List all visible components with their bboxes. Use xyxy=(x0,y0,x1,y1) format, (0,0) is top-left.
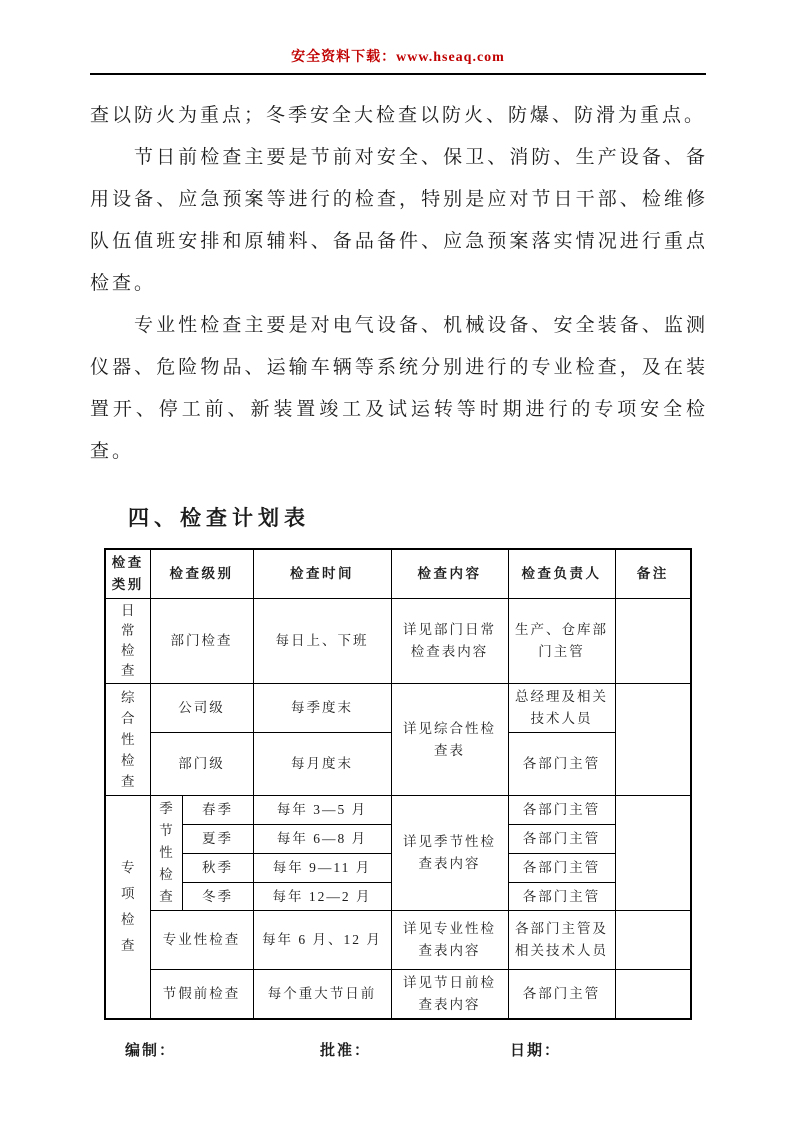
cell-company-level: 公司级 xyxy=(150,684,253,733)
cell-department-owner: 各部门主管 xyxy=(508,733,615,796)
cell-winter-time: 每年 12—2 月 xyxy=(253,883,391,911)
approved-by-label: 批准： xyxy=(320,1043,372,1059)
cell-pre-holiday-owner: 各部门主管 xyxy=(508,970,615,1020)
cell-autumn-time: 每年 9—11 月 xyxy=(253,854,391,883)
column-header-category: 检查类别 xyxy=(105,549,150,599)
cell-professional-level: 专业性检查 xyxy=(150,911,253,970)
column-header-time: 检查时间 xyxy=(253,549,391,599)
cell-pre-holiday-content: 详见节日前检查表内容 xyxy=(391,970,508,1020)
cell-daily-level: 部门检查 xyxy=(150,599,253,684)
cell-professional-note xyxy=(615,911,691,970)
cell-professional-time: 每年 6 月、12 月 xyxy=(253,911,391,970)
cell-pre-holiday-note xyxy=(615,970,691,1020)
table-row-professional xyxy=(105,911,691,970)
cell-pre-holiday-time: 每个重大节日前 xyxy=(253,970,391,1020)
cell-comprehensive-content: 详见综合性检查表 xyxy=(391,684,508,796)
cell-winter-owner: 各部门主管 xyxy=(508,883,615,911)
cell-daily-time: 每日上、下班 xyxy=(253,599,391,684)
column-header-owner: 检查负责人 xyxy=(508,549,615,599)
page-header xyxy=(90,0,706,68)
cell-summer-owner: 各部门主管 xyxy=(508,825,615,854)
cell-comprehensive-category xyxy=(105,684,150,796)
cell-special-category xyxy=(105,796,150,1020)
table-row-pre-holiday xyxy=(105,970,691,1020)
cell-spring-time: 每年 3—5 月 xyxy=(253,796,391,825)
column-header-note: 备注 xyxy=(615,549,691,599)
section-title: 四、检查计划表 xyxy=(128,506,310,530)
column-header-level: 检查级别 xyxy=(150,549,253,599)
daily-category-vertical-text: 日常检查 xyxy=(121,603,135,678)
signature-row xyxy=(90,1040,706,1062)
header-rule xyxy=(90,73,706,75)
cell-summer-time: 每年 6—8 月 xyxy=(253,825,391,854)
cell-professional-content: 详见专业性检查表内容 xyxy=(391,911,508,970)
special-category-vertical-text: 专项检查 xyxy=(121,860,135,953)
cell-daily-category xyxy=(105,599,150,684)
table-row-seasonal-spring xyxy=(105,796,691,825)
cell-daily-owner: 生产、仓库部门主管 xyxy=(508,599,615,684)
column-header-content: 检查内容 xyxy=(391,549,508,599)
cell-seasonal-note xyxy=(615,796,691,911)
cell-seasonal-label xyxy=(150,796,182,911)
paragraph-winter-summary: 查以防火为重点；冬季安全大检查以防火、防爆、防滑为重点。 xyxy=(90,105,707,126)
comprehensive-category-vertical-text: 综合性检查 xyxy=(121,690,135,789)
cell-company-owner: 总经理及相关技术人员 xyxy=(508,684,615,733)
paragraph-pre-holiday-inspection: 节日前检查主要是节前对安全、保卫、消防、生产设备、备用设备、应急预案等进行的检查，特别是应对节日干部、检维修队伍值班安排和原辅料、备品备件、应急预案落实情况进行重点检查。 xyxy=(90,147,708,294)
inspection-plan-table xyxy=(104,548,692,1020)
header-download-link: 安全资料下载：www.hseaq.com xyxy=(291,50,505,65)
cell-winter-season: 冬季 xyxy=(182,883,253,911)
cell-pre-holiday-level: 节假前检查 xyxy=(150,970,253,1020)
body-text-block xyxy=(90,95,708,473)
cell-autumn-owner: 各部门主管 xyxy=(508,854,615,883)
cell-company-time: 每季度末 xyxy=(253,684,391,733)
cell-spring-season: 春季 xyxy=(182,796,253,825)
date-label: 日期： xyxy=(510,1043,562,1059)
paragraph-professional-inspection: 专业性检查主要是对电气设备、机械设备、安全装备、监测仪器、危险物品、运输车辆等系统分别进行的专业检查，及在装置开、停工前、新装置竣工及试运转等时期进行的专项安全检查。 xyxy=(90,315,708,462)
prepared-by-label: 编制： xyxy=(125,1043,177,1059)
cell-daily-note xyxy=(615,599,691,684)
cell-department-level: 部门级 xyxy=(150,733,253,796)
cell-comprehensive-note xyxy=(615,684,691,796)
cell-professional-owner: 各部门主管及相关技术人员 xyxy=(508,911,615,970)
cell-daily-content: 详见部门日常检查表内容 xyxy=(391,599,508,684)
seasonal-label-vertical-text: 季节性检查 xyxy=(159,801,173,904)
cell-summer-season: 夏季 xyxy=(182,825,253,854)
table-row-comprehensive-company xyxy=(105,684,691,733)
cell-spring-owner: 各部门主管 xyxy=(508,796,615,825)
cell-seasonal-content: 详见季节性检查表内容 xyxy=(391,796,508,911)
table-row-daily xyxy=(105,599,691,684)
cell-autumn-season: 秋季 xyxy=(182,854,253,883)
table-header-row xyxy=(105,549,691,599)
cell-department-time: 每月度末 xyxy=(253,733,391,796)
